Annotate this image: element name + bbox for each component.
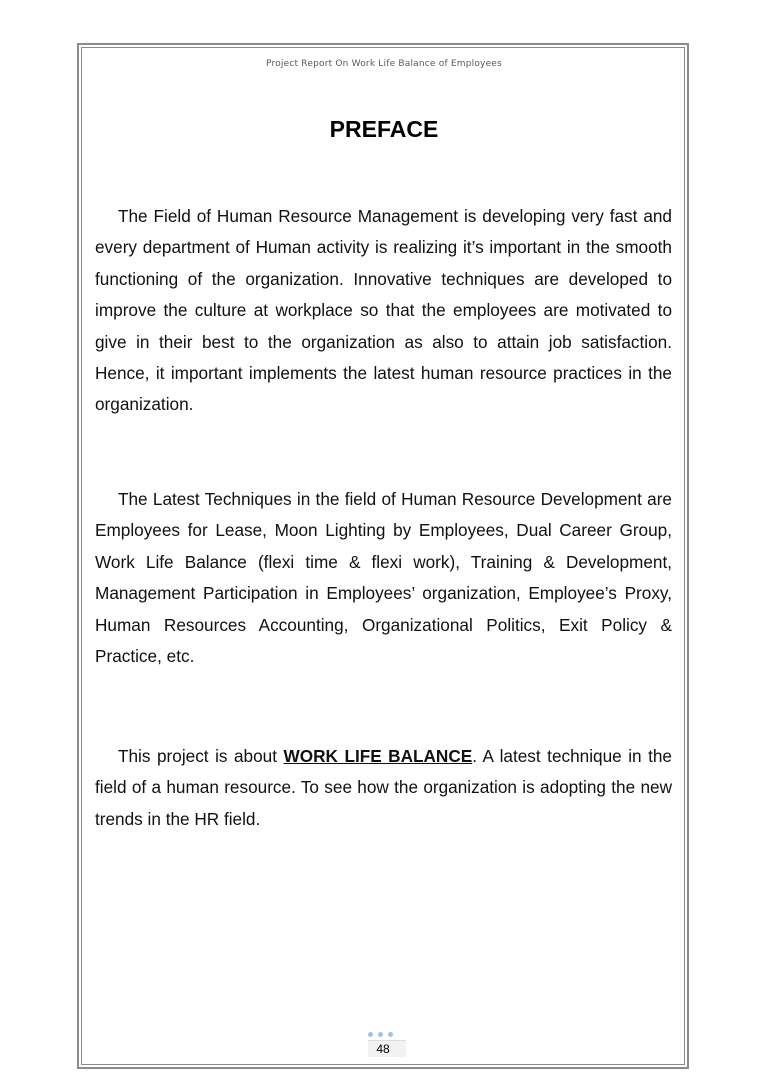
preface-paragraph-1: The Field of Human Resource Management is developing very fast and every department of Human activity is realizing it’s important in the smooth functioning of the organization. Innovative techniques are developed to improve the culture at workplace so that the employees are motivated to give in their best to the organization as also to attain job satisfaction. Hence, it important implements the latest human resource practices in the organization. [95, 206, 672, 415]
preface-paragraph-3 [95, 741, 672, 835]
paragraph-3-lead: This project is about [118, 746, 284, 766]
paragraph-3-tail: . A latest technique in the field of a human resource. To see how the organization is adopting the new trends in the HR field. [95, 746, 672, 829]
page-title: PREFACE [329, 116, 439, 142]
page-number-box [368, 1040, 406, 1057]
page-number: 48 [376, 1042, 390, 1056]
preface-paragraph-2: The Latest Techniques in the field of Human Resource Development are Employees for Lease, Moon Lighting by Employees, Dual Career Group, Work Life Balance (flexi time & flexi work), Training & Development, Management Participation in Employees’ organization, Employee’s Proxy, Human Resources Accounting, Organizational Politics, Exit Policy & Practice, etc. [95, 489, 672, 667]
running-header: Project Report On Work Life Balance of Employees [266, 59, 502, 69]
work-life-balance-emphasis: WORK LIFE BALANCE [283, 746, 473, 766]
page-number-dots-icon [368, 1032, 398, 1040]
